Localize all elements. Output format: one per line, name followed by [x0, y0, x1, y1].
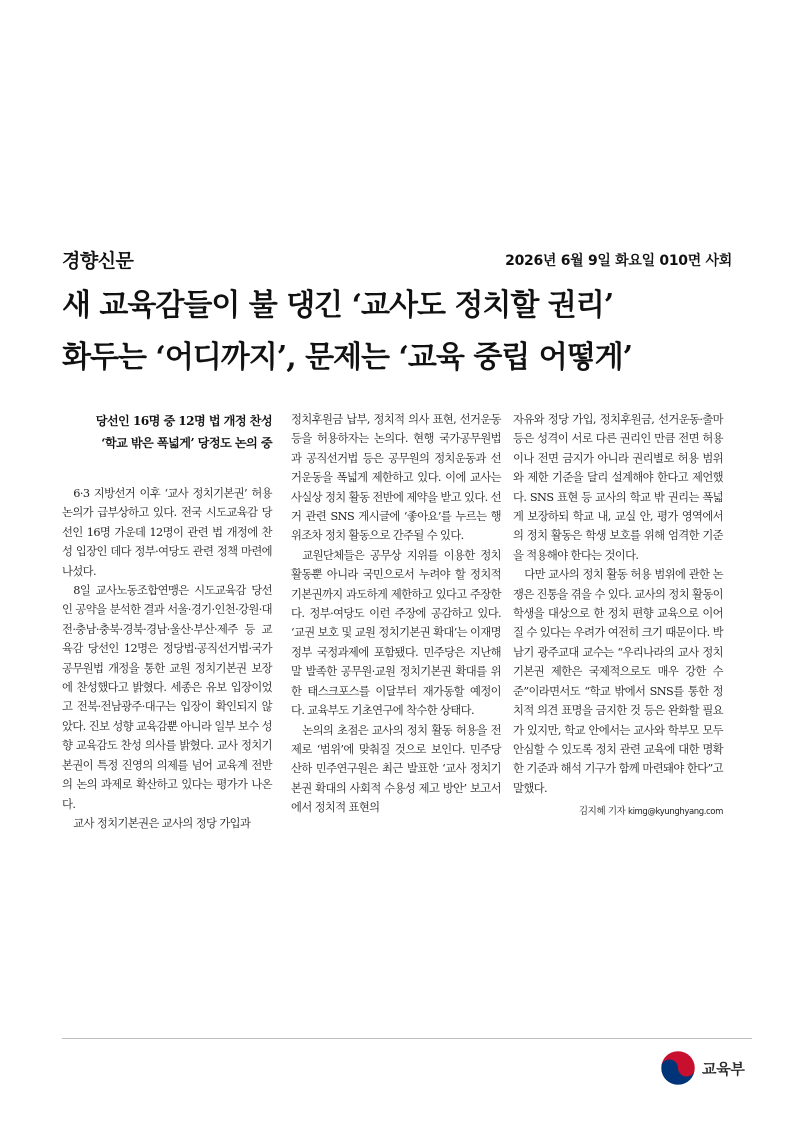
body-paragraph: 교사 정치기본권은 교사의 정당 가입과 [73, 816, 251, 830]
article-column-3 [513, 410, 723, 823]
article-column-1 [62, 410, 272, 833]
masthead [62, 246, 732, 276]
byline [513, 802, 723, 822]
footer-divider [62, 1038, 752, 1039]
subheadline-line-1: 당선인 16명 중 12명 법 개정 찬성 [95, 414, 272, 428]
body-paragraph: 논의의 초점은 교사의 정치 활동 허용을 전제로 ‘범위’에 맞춰질 것으로 보인다. 민주당 산하 민주연구원은 최근 발표한 ‘교사 정치기본권 확대의 사회적 수용성 제고 방안’ 보고서에서 정치적 표현의 [291, 723, 501, 815]
reporter-email: kimg@kyunghyang.com [628, 807, 723, 818]
issue-date-page: 2026년 6월 9일 화요일 010면 사회 [505, 253, 732, 269]
body-paragraph: 6·3 지방선거 이후 ‘교사 정치기본권’ 허용 논의가 급부상하고 있다. 전국 시도교육감 당선인 16명 가운데 12명이 관련 법 개정에 찬성 입장인 데다 정부·여당도 관련 정책 마련에 나섰다. [62, 487, 272, 578]
body-paragraph: 교원단체들은 공무상 지위를 이용한 정치 활동뿐 아니라 국민으로서 누려야 할 정치적 기본권까지 과도하게 제한하고 있다고 주장한다. 정부·여당도 이런 주장에 공감하고 있다. ‘교권 보호 및 교원 정치기본권 확대’는 이재명 정부 국정과제에 포함됐다. 민주당은 지난해 말 발족한 공무원·교원 정치기본권 확대를 위한 태스크포스를 이달부터 재가동할 예정이다. 교육부도 기초연구에 착수한 상태다. [291, 548, 501, 718]
reporter-name: 김지혜 기자 [578, 806, 626, 818]
headline-line-2: 화두는 ‘어디까지’, 문제는 ‘교육 중립 어떻게’ [62, 340, 633, 375]
taegeuk-emblem-icon [660, 1050, 696, 1086]
subheadline-line-2: ‘학교 밖은 폭넓게’ 당정도 논의 중 [101, 436, 272, 450]
article-subheadline [62, 410, 272, 454]
body-paragraph: 다만 교사의 정치 활동 허용 범위에 관한 논쟁은 진통을 겪을 수 있다. 교사의 정치 활동이 학생을 대상으로 한 정치 편향 교육으로 이어질 수 있다는 우려가 여전히 크기 때문이다. 박남기 광주교대 교수는 “우리나라의 교사 정치기본권 제한은 국제적으로도 매우 강한 수준”이라면서도 “학교 밖에서 SNS를 통한 정치적 의견 표명을 금지한 것 등은 완화할 필요가 있지만, 학교 안에서는 교사와 학부모 모두 안심할 수 있도록 정치 관련 교육에 대한 명확한 기준과 해석 기구가 함께 마련돼야 한다”고 말했다. [513, 568, 723, 795]
ministry-name: 교육부 [702, 1060, 745, 1078]
article-headline [62, 280, 742, 384]
newspaper-name: 경향신문 [62, 250, 134, 272]
ministry-logo [660, 1050, 760, 1086]
headline-line-1: 새 교육감들이 불 댕긴 ‘교사도 정치할 권리’ [62, 288, 614, 323]
body-paragraph: 자유와 정당 가입, 정치후원금, 선거운동·출마 등은 성격이 서로 다른 권리인 만큼 전면 허용이나 전면 금지가 아니라 권리별로 허용 범위와 제한 기준을 달리 설계해야 한다고 제언했다. SNS 표현 등 교사의 학교 밖 권리는 폭넓게 보장하되 학교 내, 교실 안, 평가 영역에서의 정치 활동은 학생 보호를 위해 엄격한 기준을 적용해야 한다는 것이다. [513, 413, 723, 562]
article-column-2 [291, 410, 501, 818]
body-paragraph: 8일 교사노동조합연맹은 시도교육감 당선인 공약을 분석한 결과 서울·경기·인천·강원·대전·충남·충북·경북·경남·울산·부산·제주 등 교육감 당선인 12명은 정당법·공직선거법·국가공무원법 개정을 통한 교원 정치기본권 보장에 찬성했다고 밝혔다. 세종은 유보 입장이었고 전북·전남광주·대구는 입장이 확인되지 않았다. 진보 성향 교육감뿐 아니라 일부 보수 성향 교육감도 찬성 의사를 밝혔다. 교사 정치기본권이 특정 진영의 의제를 넘어 교육계 전반의 논의 과제로 확산하고 있다는 평가가 나온다. [62, 584, 272, 811]
body-paragraph: 정치후원금 납부, 정치적 의사 표현, 선거운동 등을 허용하자는 논의다. 현행 국가공무원법과 공직선거법 등은 공무원의 정치운동과 선거운동을 폭넓게 제한하고 있다. 이에 교사는 사실상 정치 활동 전반에 제약을 받고 있다. 선거 관련 SNS 게시글에 ‘좋아요’를 누르는 행위조차 정치 활동으로 간주될 수 있다. [291, 413, 501, 543]
